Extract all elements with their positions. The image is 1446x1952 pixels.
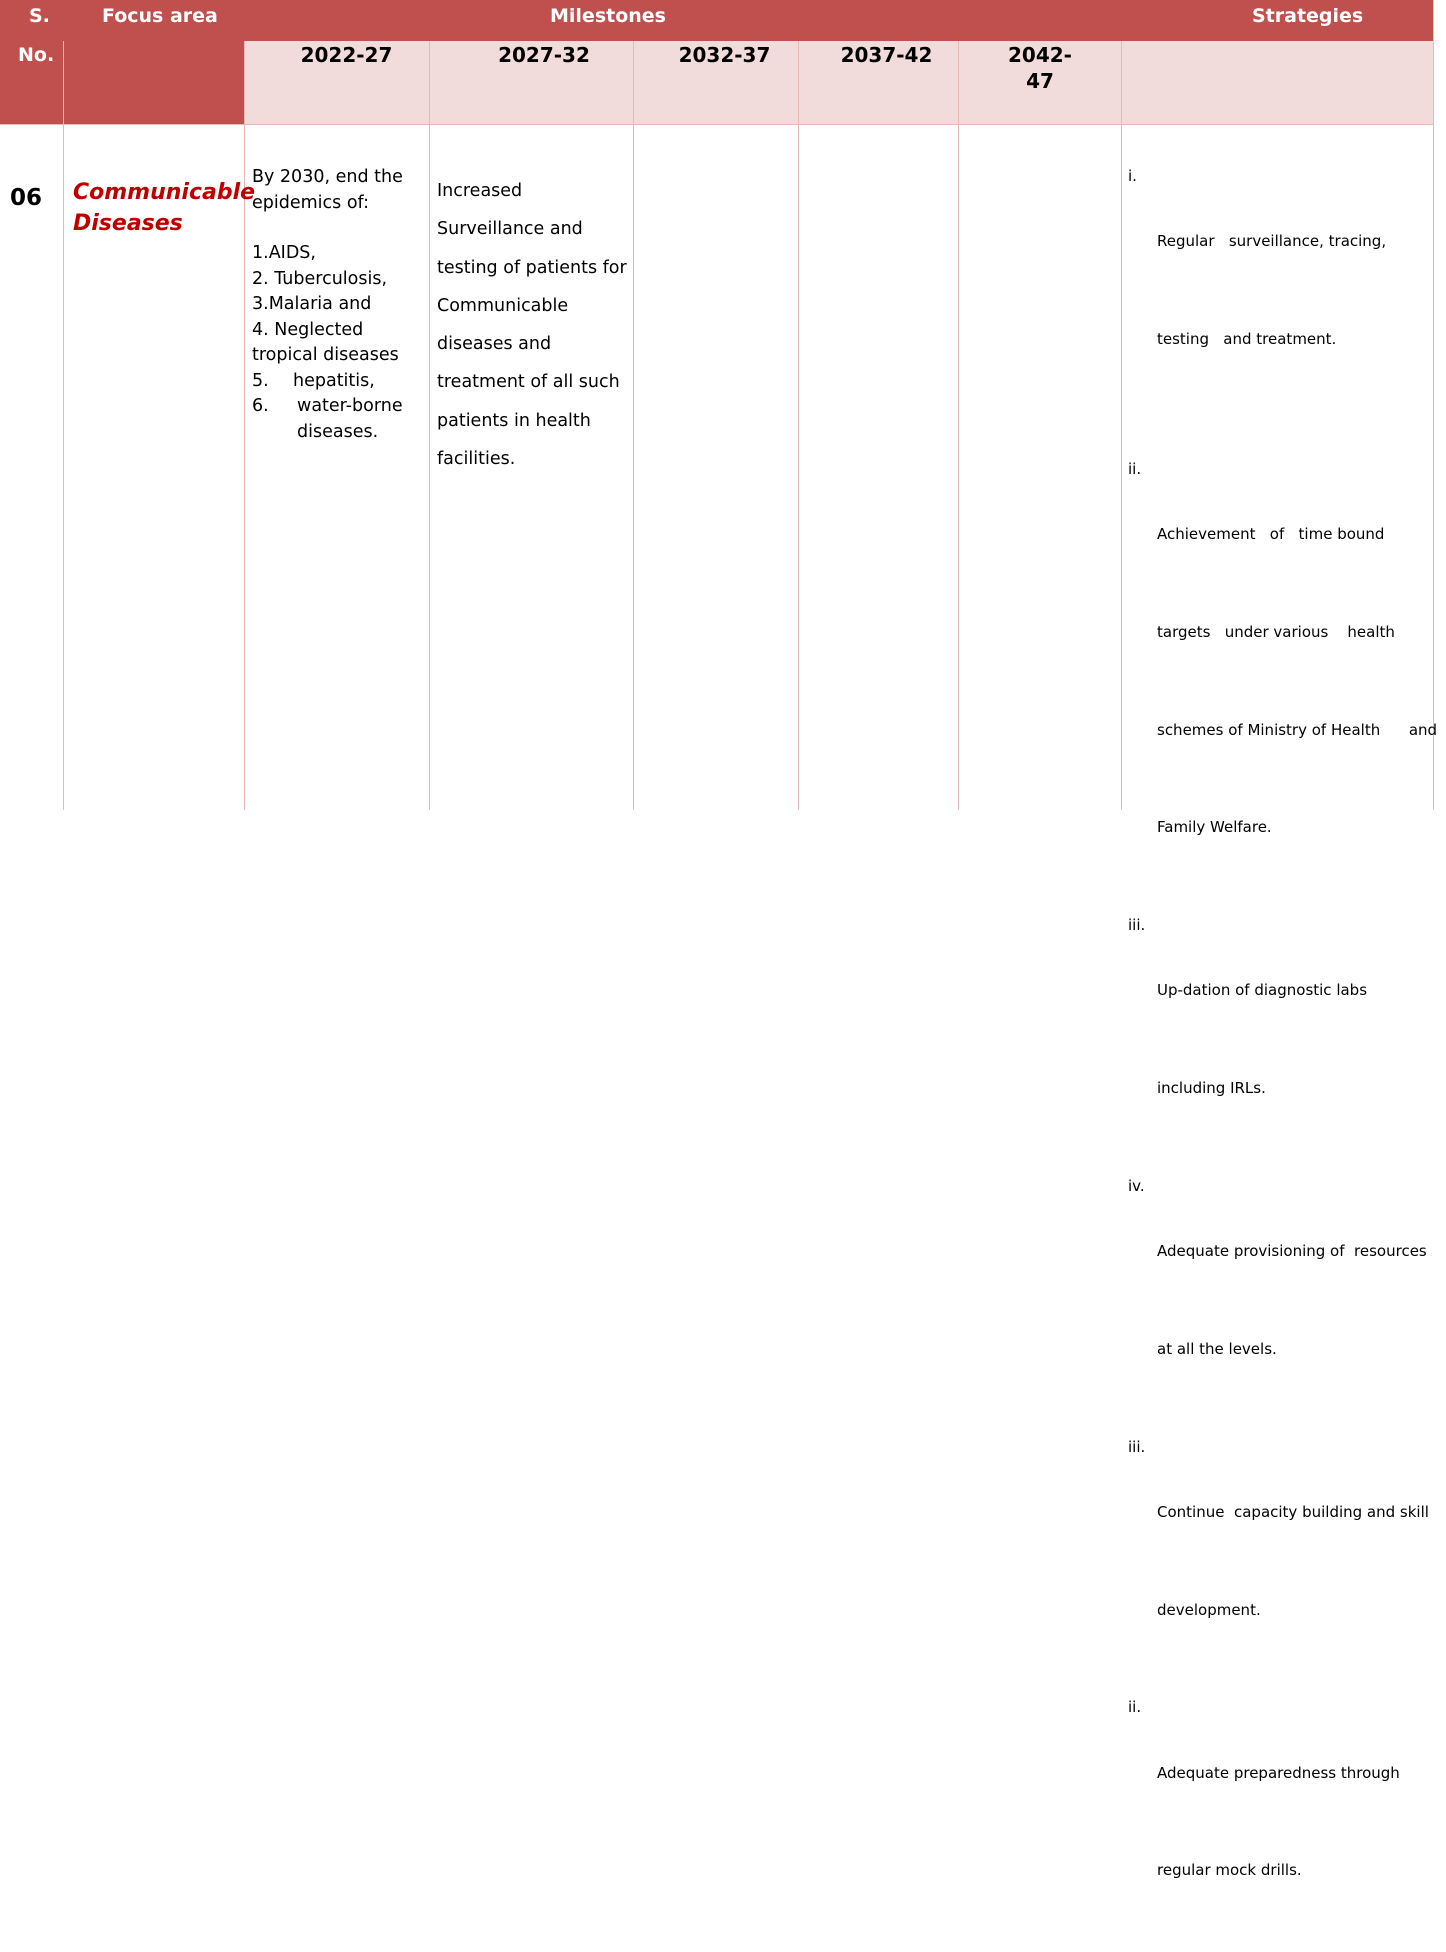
- epidemic-item: 4. Neglected tropical diseases: [252, 319, 399, 365]
- header-sno-line2: No.: [18, 44, 55, 66]
- strategy-line: Achievement of time bound: [1157, 524, 1385, 543]
- strategy-item: [1128, 453, 1438, 909]
- epidemic-item: [252, 369, 428, 395]
- strategies-list: [1128, 160, 1438, 1952]
- strategy-line: Up-dation of diagnostic labs: [1157, 981, 1368, 1000]
- strategy-line: Adequate provisioning of resources: [1157, 1242, 1427, 1260]
- strategy-number: iv.: [1128, 1176, 1145, 1195]
- epidemic-item-number: 5.: [252, 370, 269, 391]
- divider-2027-2032: [633, 41, 634, 810]
- epidemic-item-text: water-borne diseases.: [297, 396, 403, 442]
- strategy-line: development.: [1157, 1600, 1261, 1619]
- strategy-line: Adequate preparedness through: [1157, 1763, 1400, 1782]
- divider-sno-focus: [63, 41, 64, 810]
- strategy-number: ii.: [1128, 1698, 1142, 1717]
- period-2032-37: 2032-37: [678, 43, 771, 67]
- divider-2022-2027: [429, 41, 430, 810]
- header-milestones: Milestones: [550, 5, 666, 27]
- divider-2032-2037: [798, 41, 799, 810]
- strategy-line: regular mock drills.: [1157, 1861, 1302, 1880]
- strategy-line: Continue capacity building and skill: [1157, 1502, 1429, 1521]
- header-bottom-border: [0, 124, 1434, 125]
- strategy-number: ii.: [1128, 459, 1142, 478]
- epidemic-item: 3.Malaria and: [252, 294, 372, 314]
- milestone-2022-27-cell: [252, 165, 428, 445]
- divider-2037-2042: [958, 41, 959, 810]
- divider-focus-2022: [244, 41, 245, 810]
- strategy-line: including IRLs.: [1157, 1079, 1266, 1098]
- focus-area-cell: [73, 177, 256, 239]
- strategy-number: i.: [1128, 167, 1137, 185]
- period-2042-47: 2042- 47: [1008, 43, 1072, 93]
- strategy-line: schemes of Ministry of Health and: [1157, 720, 1438, 739]
- strategy-item: [1128, 1170, 1434, 1431]
- header-strategies: Strategies: [1252, 5, 1364, 27]
- strategy-item: [1128, 160, 1434, 421]
- strategy-line: testing and treatment.: [1157, 329, 1337, 348]
- milestone-2027-32-cell: Increased Surveillance and testing of patients for Communicable diseases and treatment of all such patients in health facilities.: [437, 181, 627, 470]
- row-sno: 06: [10, 185, 43, 211]
- strategy-item: [1128, 909, 1434, 1170]
- header-sno-line1: S.: [29, 5, 50, 27]
- strategy-number: iii.: [1128, 1437, 1146, 1456]
- period-2037-42: 2037-42: [840, 43, 933, 67]
- header-focus-area: Focus area: [102, 5, 218, 27]
- period-2027-32: 2027-32: [498, 43, 590, 67]
- focus-line2: Diseases: [73, 211, 183, 236]
- strategy-line: targets under various health: [1157, 622, 1395, 641]
- focus-line1: Communicable: [73, 180, 256, 205]
- epidemic-item: 2. Tuberculosis,: [252, 268, 388, 289]
- epidemic-item: [252, 394, 428, 445]
- strategy-line: Regular surveillance, tracing,: [1157, 232, 1387, 251]
- period-2022-27: 2022-27: [300, 43, 393, 67]
- strategy-line: at all the levels.: [1157, 1339, 1277, 1358]
- epidemic-item-number: 6.: [252, 396, 269, 416]
- milestone-intro: By 2030, end the epidemics of:: [252, 167, 403, 213]
- strategy-item: [1128, 1691, 1434, 1952]
- strategy-number: iii.: [1128, 916, 1146, 935]
- divider-2042-strategies: [1121, 41, 1122, 810]
- epidemic-item: 1.AIDS,: [252, 243, 316, 263]
- strategy-item: [1128, 1431, 1434, 1692]
- epidemic-item-text: hepatitis,: [293, 370, 375, 391]
- strategy-line: Family Welfare.: [1157, 818, 1272, 837]
